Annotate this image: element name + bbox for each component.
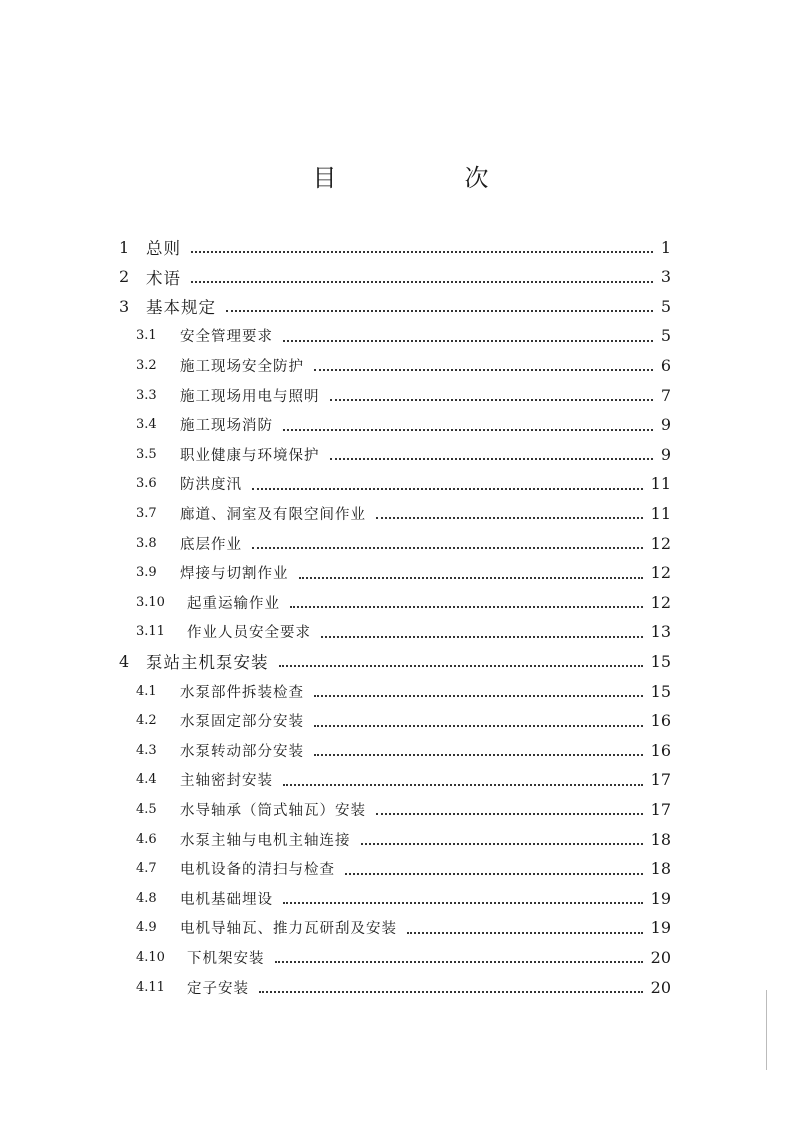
toc-dot-leader	[330, 458, 653, 460]
toc-entry-page: 5	[660, 296, 671, 316]
toc-dot-leader	[407, 932, 643, 934]
toc-entry-title: 廊道、洞室及有限空间作业	[180, 503, 370, 524]
toc-entry[interactable]	[0, 262, 801, 292]
toc-dot-leader	[314, 369, 653, 371]
toc-entry-number: 3	[119, 296, 130, 316]
toc-entry-number: 3.2	[136, 357, 157, 373]
toc-entry-page: 12	[650, 592, 671, 612]
toc-dot-leader	[283, 340, 653, 342]
toc-entry-title: 安全管理要求	[180, 325, 277, 346]
toc-entry-number: 4	[119, 651, 130, 671]
toc-entry-title: 水泵主轴与电机主轴连接	[180, 829, 355, 850]
toc-entry[interactable]	[0, 854, 801, 884]
toc-entry-number: 3.9	[136, 565, 157, 581]
toc-entry[interactable]	[0, 676, 801, 706]
toc-dot-leader	[283, 784, 643, 786]
toc-entry-title: 作业人员安全要求	[187, 621, 315, 642]
toc-entry-page: 16	[650, 711, 671, 731]
toc-entry-number: 4.7	[136, 861, 157, 877]
toc-entry[interactable]	[0, 587, 801, 617]
toc-dot-leader	[314, 725, 643, 727]
toc-entry-page: 12	[650, 563, 671, 583]
toc-entry[interactable]	[0, 706, 801, 736]
toc-entry-number: 4.9	[136, 920, 157, 936]
toc-entry-title: 水导轴承（筒式轴瓦）安装	[180, 799, 370, 820]
toc-entry[interactable]	[0, 794, 801, 824]
toc-entry-title: 电机基础埋设	[180, 888, 277, 909]
toc-entry-number: 3.5	[136, 446, 157, 462]
toc-entry-title: 水泵部件拆装检查	[180, 681, 308, 702]
toc-dot-leader	[345, 873, 643, 875]
toc-entry-title: 水泵固定部分安装	[180, 710, 308, 731]
toc-entry-number: 4.10	[136, 949, 165, 965]
toc-dot-leader	[376, 813, 643, 815]
toc-entry-number: 4.6	[136, 831, 157, 847]
toc-entry-page: 17	[650, 770, 671, 790]
toc-entry-page: 18	[650, 859, 671, 879]
toc-entry-page: 19	[650, 918, 671, 938]
toc-dot-leader	[299, 577, 643, 579]
toc-entry-number: 3.11	[136, 624, 165, 640]
toc-entry[interactable]	[0, 765, 801, 795]
toc-entry[interactable]	[0, 913, 801, 943]
toc-entry-title: 底层作业	[180, 533, 246, 554]
toc-entry-title: 防洪度汛	[180, 473, 246, 494]
toc-dot-leader	[191, 251, 653, 253]
toc-entry[interactable]	[0, 498, 801, 528]
toc-entry-title: 起重运输作业	[187, 592, 284, 613]
toc-entry[interactable]	[0, 410, 801, 440]
toc-entry-number: 2	[119, 267, 130, 287]
toc-entry-number: 3.1	[136, 328, 157, 344]
toc-entry-title: 基本规定	[146, 294, 220, 318]
toc-entry-title: 施工现场消防	[180, 414, 277, 435]
toc-entry-title: 水泵转动部分安装	[180, 740, 308, 761]
toc-entry[interactable]	[0, 972, 801, 1002]
toc-entry[interactable]	[0, 883, 801, 913]
toc-entry-page: 11	[650, 474, 671, 494]
toc-entry-title: 焊接与切割作业	[180, 562, 293, 583]
toc-dot-leader	[361, 843, 643, 845]
toc-dot-leader	[330, 399, 653, 401]
toc-dot-leader	[283, 902, 643, 904]
toc-entry-page: 20	[650, 977, 671, 997]
toc-entry-number: 3.10	[136, 594, 165, 610]
scan-mark	[766, 990, 767, 1070]
toc-entry-title: 主轴密封安装	[180, 769, 277, 790]
toc-entry-title: 定子安装	[187, 977, 253, 998]
toc-entry[interactable]	[0, 291, 801, 321]
toc-entry[interactable]	[0, 232, 801, 262]
toc-dot-leader	[252, 547, 643, 549]
toc-entry-page: 1	[660, 237, 671, 257]
toc-entry[interactable]	[0, 350, 801, 380]
toc-entry-page: 20	[650, 947, 671, 967]
toc-entry[interactable]	[0, 942, 801, 972]
toc-entry-number: 1	[119, 237, 130, 257]
toc-entry-page: 11	[650, 503, 671, 523]
toc-dot-leader	[376, 517, 643, 519]
toc-entry-page: 12	[650, 533, 671, 553]
toc-dot-leader	[226, 310, 653, 312]
toc-entry-title: 术语	[146, 265, 185, 289]
toc-entry[interactable]	[0, 735, 801, 765]
toc-entry[interactable]	[0, 558, 801, 588]
toc-entry-title: 电机导轴瓦、推力瓦研刮及安装	[180, 917, 401, 938]
toc-entry-number: 4.8	[136, 890, 157, 906]
toc-entry-page: 17	[650, 799, 671, 819]
toc-entry-title: 施工现场用电与照明	[180, 385, 324, 406]
toc-entry-title: 下机架安装	[187, 947, 269, 968]
toc-entry-page: 5	[660, 326, 671, 346]
toc-entry-page: 15	[650, 681, 671, 701]
toc-entry-number: 4.11	[136, 979, 165, 995]
toc-dot-leader	[314, 695, 643, 697]
toc-entry-page: 13	[650, 622, 671, 642]
toc-entry[interactable]	[0, 646, 801, 676]
toc-dot-leader	[314, 754, 643, 756]
page-title: 目 次	[312, 164, 541, 192]
toc-dot-leader	[279, 665, 643, 667]
toc-dot-leader	[290, 606, 643, 608]
toc-entry-number: 3.6	[136, 476, 157, 492]
toc-entry-page: 19	[650, 888, 671, 908]
toc-entry-page: 9	[660, 415, 671, 435]
toc-dot-leader	[283, 429, 653, 431]
toc-entry-number: 4.2	[136, 713, 157, 729]
toc-entry[interactable]	[0, 469, 801, 499]
toc-entry-title: 职业健康与环境保护	[180, 444, 324, 465]
toc-entry-page: 3	[660, 267, 671, 287]
toc-dot-leader	[252, 488, 643, 490]
toc-entry-page: 7	[660, 385, 671, 405]
toc-entry-title: 泵站主机泵安装	[146, 649, 273, 673]
toc-entry[interactable]	[0, 380, 801, 410]
toc-entry[interactable]	[0, 439, 801, 469]
toc-entry-number: 3.7	[136, 505, 157, 521]
toc-entry-number: 3.4	[136, 417, 157, 433]
toc-entry-page: 18	[650, 829, 671, 849]
toc-entry-page: 6	[660, 355, 671, 375]
toc-dot-leader	[259, 991, 643, 993]
toc-entry-number: 4.1	[136, 683, 157, 699]
toc-entry[interactable]	[0, 528, 801, 558]
toc-dot-leader	[275, 961, 643, 963]
toc-entry-title: 施工现场安全防护	[180, 355, 308, 376]
toc-entry-number: 4.5	[136, 801, 157, 817]
toc-entry[interactable]	[0, 617, 801, 647]
toc-entry[interactable]	[0, 321, 801, 351]
toc-entry-title: 总则	[146, 235, 185, 259]
toc-entry-number: 3.8	[136, 535, 157, 551]
toc-entry-number: 4.4	[136, 772, 157, 788]
toc-entry-page: 15	[650, 651, 671, 671]
toc-entry-title: 电机设备的清扫与检查	[180, 858, 339, 879]
toc-entry-page: 16	[650, 740, 671, 760]
toc-entry-page: 9	[660, 444, 671, 464]
toc-entry-number: 4.3	[136, 742, 157, 758]
toc-entry[interactable]	[0, 824, 801, 854]
toc-entry-number: 3.3	[136, 387, 157, 403]
toc-dot-leader	[191, 281, 653, 283]
toc-dot-leader	[321, 636, 643, 638]
